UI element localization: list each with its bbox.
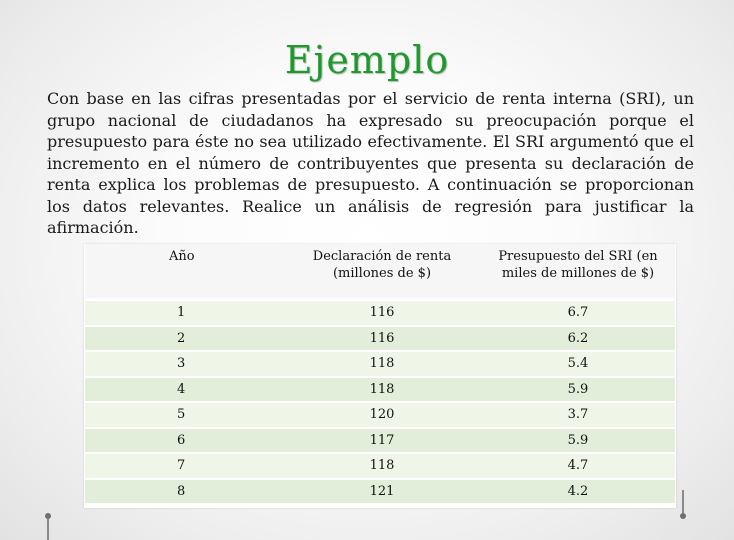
cell-budget: 5.4 (481, 351, 675, 377)
cell-returns: 117 (283, 428, 481, 454)
cell-budget: 4.2 (481, 479, 675, 505)
cell-returns: 121 (283, 479, 481, 505)
cell-returns: 118 (283, 453, 481, 479)
cell-returns: 120 (283, 402, 481, 428)
cell-returns: 116 (283, 300, 481, 326)
header-row (85, 244, 675, 300)
header-year: Año (85, 244, 283, 300)
table-header (85, 244, 675, 300)
cell-year: 5 (85, 402, 283, 428)
problem-statement: Con base en las cifras presentadas por el servicio de renta interna (SRI), un grupo nacional de ciudadanos ha expresado su preocupación porque el presupuesto para éste no sea utilizado efectivamente. El SRI argumentó que el incremento en el número de contribuyentes que presenta su declaración de renta explica los problemas de presupuesto. A continuación se proporcionan los datos relevantes. Realice un análisis de regresión para justificar la afirmación. (47, 89, 694, 237)
cell-budget: 5.9 (481, 428, 675, 454)
corner-dot-right (680, 513, 686, 519)
slide-title: Ejemplo (284, 38, 450, 82)
table-row (85, 479, 675, 505)
cell-budget: 4.7 (481, 453, 675, 479)
table-row (85, 300, 675, 326)
cell-budget: 6.2 (481, 326, 675, 352)
frame-line-right (682, 490, 684, 513)
frame-line-left (47, 519, 49, 540)
cell-budget: 5.9 (481, 377, 675, 403)
cell-year: 7 (85, 453, 283, 479)
table-row (85, 377, 675, 403)
cell-year: 6 (85, 428, 283, 454)
cell-year: 4 (85, 377, 283, 403)
table-row (85, 428, 675, 454)
table-body (85, 300, 675, 505)
table-row (85, 351, 675, 377)
cell-year: 8 (85, 479, 283, 505)
cell-returns: 118 (283, 351, 481, 377)
table-row (85, 453, 675, 479)
data-table-container (84, 244, 676, 508)
table-row (85, 326, 675, 352)
cell-budget: 6.7 (481, 300, 675, 326)
cell-returns: 116 (283, 326, 481, 352)
cell-returns: 118 (283, 377, 481, 403)
cell-year: 2 (85, 326, 283, 352)
cell-year: 1 (85, 300, 283, 326)
table-row (85, 402, 675, 428)
header-returns: Declaración de renta (millones de $) (283, 244, 481, 300)
cell-budget: 3.7 (481, 402, 675, 428)
data-table (85, 244, 675, 505)
header-budget: Presupuesto del SRI (en miles de millones de $) (481, 244, 675, 300)
cell-year: 3 (85, 351, 283, 377)
